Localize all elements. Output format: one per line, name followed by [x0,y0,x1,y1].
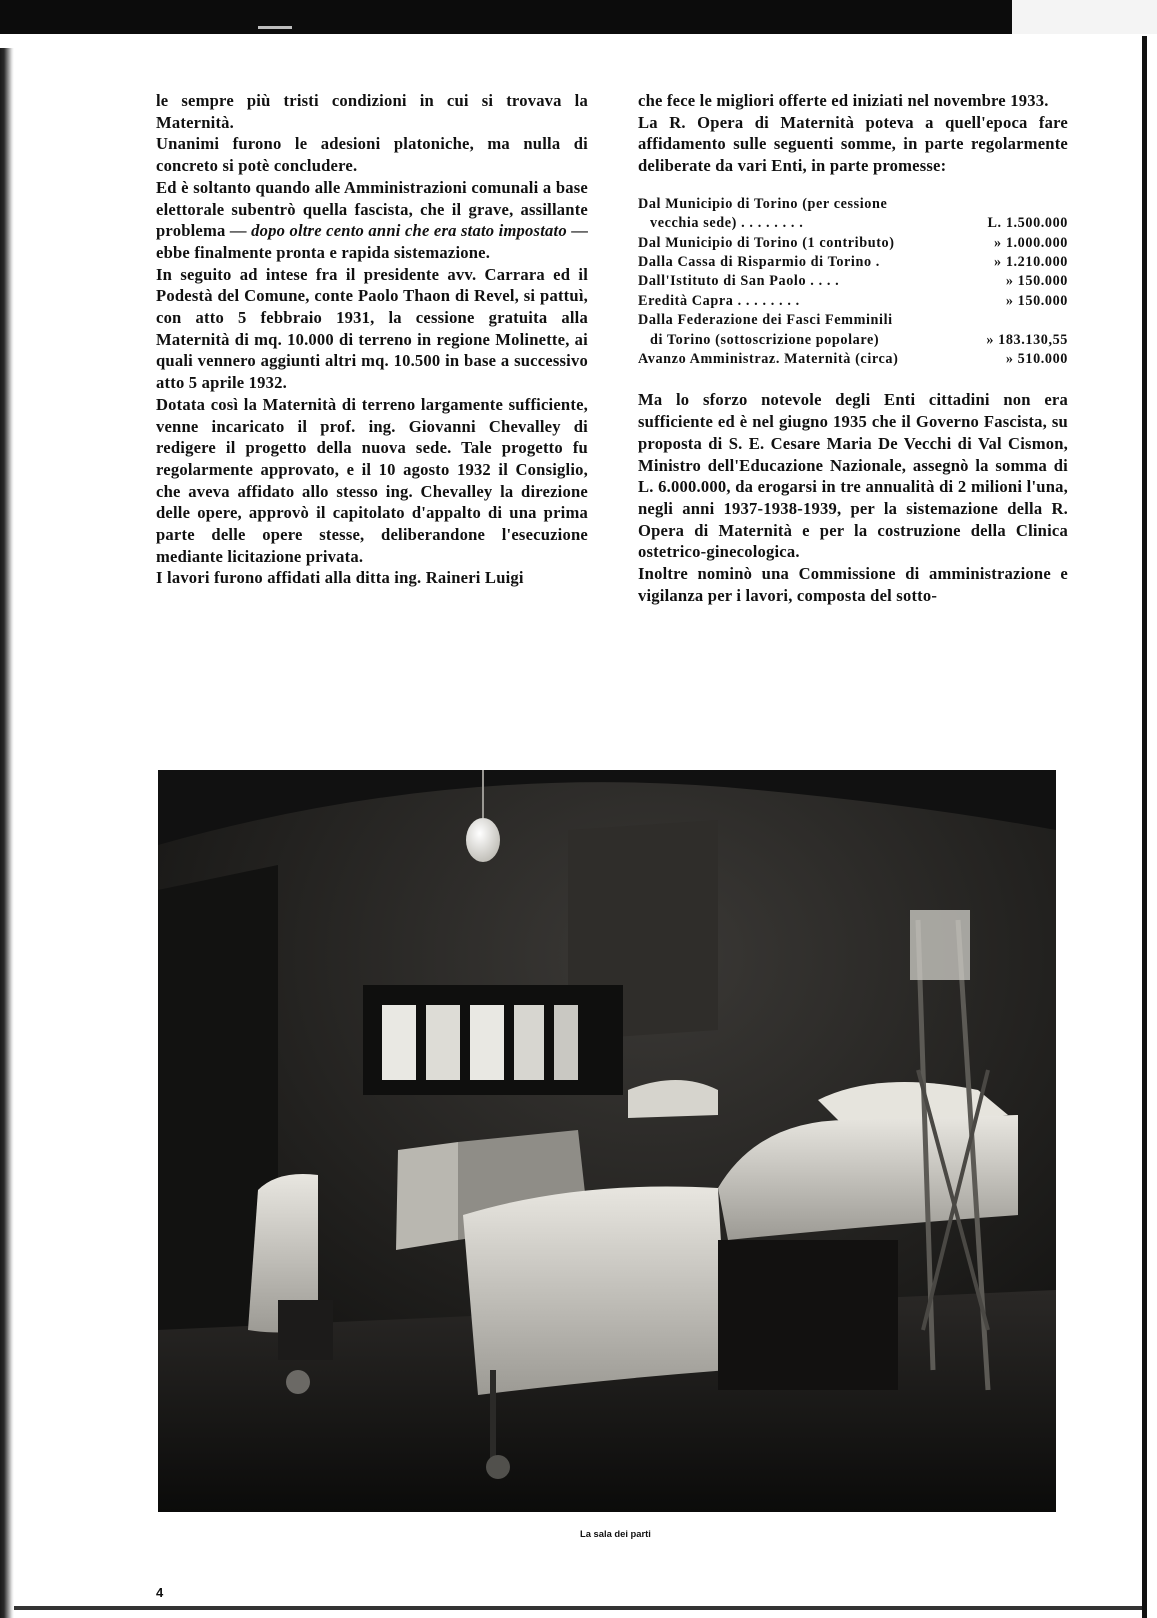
funding-row [638,350,1068,369]
left-text-column [156,90,588,589]
bottom-scan-border [14,1606,1142,1610]
top-dark-band [0,0,1012,34]
funding-row [638,311,1068,330]
pillow [628,1080,718,1118]
paragraph: Ma lo sforzo notevole degli Enti cittadini non era sufficiente ed è nel giugno 1935 che il Governo Fascista, su proposta di S. E. Cesare Maria De Vecchi di Val Cismon, Ministro dell'Educazione Nazionale, assegnò la somma di L. 6.000.000, da erogarsi in tre annualità di 2 milioni l'una, negli anni 1937-1938-1939, per la sistemazione della R. Opera di Maternità e per la costruzione della Clinica ostetrico-ginecologica. [638,390,1068,562]
funding-amount [940,311,1068,330]
paragraph: I lavori furono affidati alla ditta ing. Raineri Luigi [156,568,524,588]
paragraph [156,177,588,264]
funding-source: vecchia sede) . . . . . . . . [650,215,804,232]
funding-amount [940,195,1068,214]
funding-row [638,195,1068,214]
funding-source: Eredità Capra . . . . . . . . [638,292,800,309]
funding-amount: » 1.210.000 [994,254,1068,271]
funding-source: di Torino (sottoscrizione popolare) [650,331,880,348]
delivery-room-photo [158,770,1056,1512]
funding-source: Dalla Cassa di Risparmio di Torino . [638,254,880,271]
stand-bottles [910,910,970,980]
italic-text-run: dopo oltre cento anni che era stato impostato [251,221,567,241]
window-pane [426,1005,460,1080]
funding-row [638,253,1068,272]
photo-illustration [158,770,1056,1512]
bed-frame [718,1240,898,1390]
paragraph: Unanimi furono le adesioni platoniche, ma nulla di concreto si potè concludere. [156,134,588,176]
text-run: — ebbe finalmente pronta e rapida sistemazione. [156,221,589,262]
left-scan-border [0,48,14,1618]
funding-amount: L. 1.500.000 [987,215,1068,232]
funding-source: Dal Municipio di Torino (1 contributo) [638,234,895,251]
funding-amount: » 183.130,55 [986,331,1068,348]
funding-amount: » 510.000 [1005,351,1068,368]
funding-row [638,331,1068,350]
paragraph: Inoltre nominò una Commissione di amministrazione e vigilanza per i lavori, composta del sotto- [638,564,1068,605]
header-mark [258,26,292,29]
window-pane [382,1005,416,1080]
funding-table [638,195,1068,370]
funding-amount: » 150.000 [1005,292,1068,309]
scan-edge [1012,0,1157,34]
funding-row [638,272,1068,291]
page-number: 4 [156,1585,164,1600]
right-text-column [638,90,1068,607]
paragraph: che fece le migliori offerte ed iniziati nel novembre 1933. [638,91,1049,110]
bed-frame [278,1300,333,1360]
window-pane [554,1005,578,1080]
text-run: Ed è soltanto quando alle Amministrazioni comunali a base elettorale subentrò quella fascista, che il grave, assillante problema — [156,177,588,241]
photo-caption: La sala dei parti [580,1528,651,1539]
funding-row [638,292,1068,311]
bed-sheet [463,1187,728,1395]
funding-amount: » 1.000.000 [994,234,1068,251]
bed-wheel [286,1370,310,1394]
bed-sheet [396,1142,458,1250]
right-scan-border [1142,36,1147,1618]
funding-source: Dall'Istituto di San Paolo . . . . [638,273,840,290]
paragraph: Dotata così la Maternità di terreno largamente sufficiente, venne incaricato il prof. ing. Giovanni Chevalley di redigere il progetto della nuova sede. Tale progetto fu regolarmente approvato, e il 10 agosto 1932 il Consiglio, che aveva affidato allo stesso ing. Chevalley la direzione delle opere, approvò il capitolato d'appalto di una prima parte delle opere stesse, deliberandone l'esecuzione mediante licitazione privata. [156,394,588,566]
pendant-lamp [466,818,500,862]
window-pane [514,1005,544,1080]
funding-source: Dal Municipio di Torino (per cessione [638,195,888,212]
funding-amount: » 150.000 [1005,273,1068,290]
bed-wheel [486,1455,510,1479]
funding-row [638,214,1068,233]
funding-source: Dalla Federazione dei Fasci Femminili [638,312,893,329]
paragraph: La R. Opera di Maternità poteva a quell'epoca fare affidamento sulle seguenti somme, in parte regolarmente deliberate da vari Enti, in parte promesse: [638,112,1068,176]
paragraph: In seguito ad intese fra il presidente avv. Carrara ed il Podestà del Comune, conte Paolo Thaon di Revel, si pattuì, con atto 5 febbraio 1931, la cessione gratuita alla Maternità di mq. 10.000 di terreno in regione Molinette, ai quali vennero aggiunti altri mq. 10.500 in base a successivo atto 5 aprile 1932. [156,264,588,393]
funding-source: Avanzo Amministraz. Maternità (circa) [638,351,899,368]
window-pane [470,1005,504,1080]
paragraph: le sempre più tristi condizioni in cui si trovava la Maternità. [156,91,588,132]
funding-row [638,234,1068,253]
